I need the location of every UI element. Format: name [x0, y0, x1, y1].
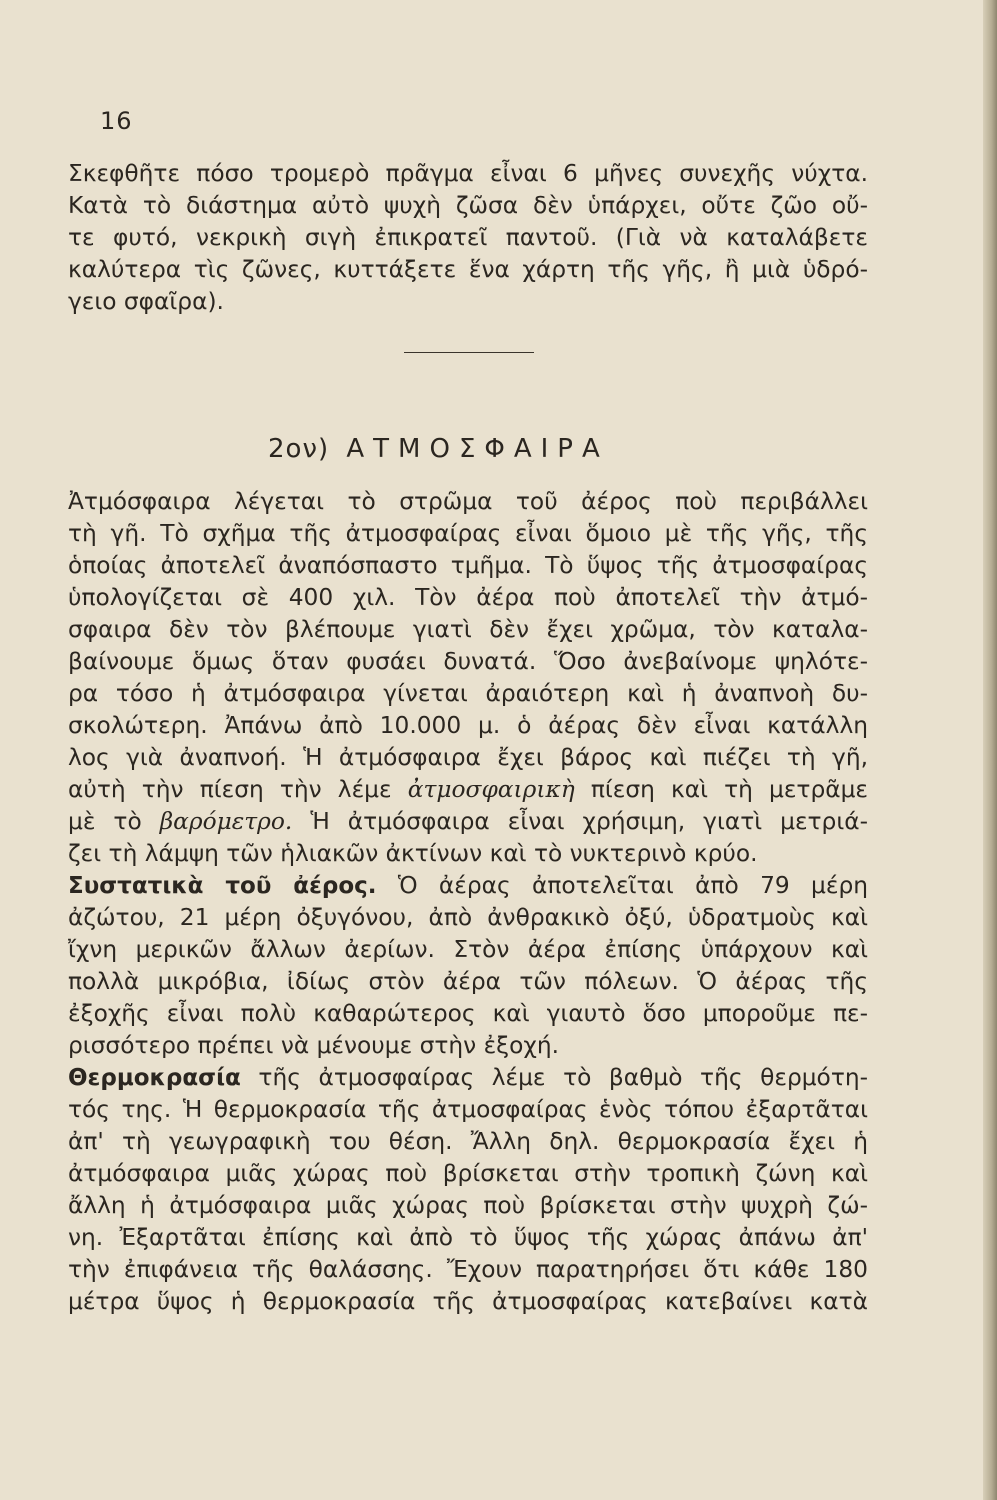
text-line: τε φυτό, νεκρικὴ σιγὴ ἐπικρατεῖ παντοῦ. (Γιὰ νὰ καταλάβετε: [68, 224, 868, 251]
text-segment: αὐτὴ τὴν πίεση τὴν λέμε: [68, 776, 392, 803]
text-line: ἐξοχῆς εἶναι πολὺ καθαρώτερος καὶ γιαυτὸ ὅσο μποροῦμε πε-: [68, 1000, 868, 1027]
text-line: Κατὰ τὸ διάστημα αὐτὸ ψυχὴ ζῶσα δὲν ὑπάρχει, οὔτε ζῶο οὔ-: [68, 192, 868, 219]
text-line: ἄλλη ἡ ἀτμόσφαιρα μιᾶς χώρας ποὺ βρίσκεται στὴν ψυχρὴ ζώ-: [68, 1192, 868, 1219]
text-line: ὁποίας ἀποτελεῖ ἀναπόσπαστο τμῆμα. Τὸ ὕψος τῆς ἀτμοσφαίρας: [68, 552, 868, 579]
text-line: Ἀτμόσφαιρα λέγεται τὸ στρῶμα τοῦ ἀέρος ποὺ περιβάλλει: [68, 488, 868, 515]
text-line: λος γιὰ ἀναπνοή. Ἡ ἀτμόσφαιρα ἔχει βάρος καὶ πιέζει τὴ γῆ,: [68, 744, 868, 771]
text-line: πολλὰ μικρόβια, ἰδίως στὸν ἀέρα τῶν πόλεων. Ὁ ἀέρας τῆς: [68, 968, 868, 995]
text-line: γειο σφαῖρα).: [68, 288, 224, 315]
text-segment: μὲ τὸ: [68, 808, 142, 835]
text-line: ἀπ' τὴ γεωγραφικὴ του θέση. Ἄλλη δηλ. θερμοκρασία ἔχει ἡ: [68, 1128, 868, 1155]
text-line: μέτρα ὕψος ἡ θερμοκρασία τῆς ἀτμοσφαίρας κατεβαίνει κατὰ: [68, 1288, 868, 1315]
section-heading: [268, 434, 609, 464]
temperature-label: Θερμοκρασία: [68, 1065, 241, 1091]
text-line: ἴχνη μερικῶν ἄλλων ἀερίων. Στὸν ἀέρα ἐπίσης ὑπάρχουν καὶ: [68, 936, 868, 963]
text-line: ρα τόσο ἡ ἀτμόσφαιρα γίνεται ἀραιότερη καὶ ἡ ἀναπνοὴ δυ-: [68, 680, 868, 707]
text-line: [68, 774, 868, 806]
term-barometer: βαρόμετρο.: [159, 808, 293, 835]
text-line: [68, 1062, 868, 1094]
text-line: ζει τὴ λάμψη τῶν ἡλιακῶν ἀκτίνων καὶ τὸ νυκτερινὸ κρύο.: [68, 840, 758, 867]
text-line: τὴ γῆ. Τὸ σχῆμα τῆς ἀτμοσφαίρας εἶναι ὅμοιο μὲ τῆς γῆς, τῆς: [68, 520, 868, 547]
text-line: καλύτερα τὶς ζῶνες, κυττάξετε ἕνα χάρτη τῆς γῆς, ἢ μιὰ ὑδρό-: [68, 256, 868, 283]
components-label: Συστατικὰ τοῦ ἀέρος.: [68, 873, 377, 899]
text-line: Σκεφθῆτε πόσο τρομερὸ πρᾶγμα εἶναι 6 μῆνες συνεχῆς νύχτα.: [68, 160, 868, 187]
atmosphere-body: [68, 486, 868, 1318]
text-line: [68, 806, 868, 838]
text-segment: τῆς ἀτμοσφαίρας λέμε τὸ βαθμὸ τῆς θερμότη-: [258, 1064, 869, 1091]
term-atmospheric: ἀτμοσφαιρικὴ: [407, 776, 575, 803]
text-line: ἀζώτου, 21 μέρη ὀξυγόνου, ἀπὸ ἀνθρακικὸ ὀξύ, ὑδρατμοὺς καὶ: [68, 904, 868, 931]
page-number: 16: [100, 107, 133, 135]
text-line: [68, 870, 868, 902]
intro-paragraph: [68, 158, 868, 318]
text-segment: πίεση καὶ τὴ μετρᾶμε: [590, 776, 869, 803]
text-segment: Ἡ ἀτμόσφαιρα εἶναι χρήσιμη, γιατὶ μετριά-: [310, 808, 868, 835]
text-line: τός της. Ἡ θερμοκρασία τῆς ἀτμοσφαίρας ἑνὸς τόπου ἐξαρτᾶται: [68, 1096, 868, 1123]
text-line: ἀτμόσφαιρα μιᾶς χώρας ποὺ βρίσκεται στὴν τροπικὴ ζώνη καὶ: [68, 1160, 868, 1187]
text-line: ὑπολογίζεται σὲ 400 χιλ. Τὸν ἀέρα ποὺ ἀποτελεῖ τὴν ἀτμό-: [68, 584, 868, 611]
text-line: νη. Ἐξαρτᾶται ἐπίσης καὶ ἀπὸ τὸ ὕψος τῆς χώρας ἀπάνω ἀπ': [68, 1224, 868, 1251]
text-line: τὴν ἐπιφάνεια τῆς θαλάσσης. Ἔχουν παρατηρήσει ὅτι κάθε 180: [68, 1256, 868, 1283]
section-title: ΑΤΜΟΣΦΑΙΡΑ: [346, 434, 609, 464]
text-segment: Ὁ ἀέρας ἀποτελεῖται ἀπὸ 79 μέρη: [397, 872, 868, 899]
text-line: ρισσότερο πρέπει νὰ μένουμε στὴν ἐξοχή.: [68, 1032, 560, 1059]
page-edge: [983, 0, 997, 1500]
text-line: βαίνουμε ὅμως ὅταν φυσάει δυνατά. Ὅσο ἀνεβαίνομε ψηλότε-: [68, 648, 868, 675]
section-number: 2ον): [268, 434, 330, 464]
text-line: σκολώτερη. Ἀπάνω ἀπὸ 10.000 μ. ὁ ἀέρας δὲν εἶναι κατάλλη: [68, 712, 868, 739]
section-divider: [404, 352, 534, 353]
text-line: σφαιρα δὲν τὸν βλέπουμε γιατὶ δὲν ἔχει χρῶμα, τὸν καταλα-: [68, 616, 868, 643]
